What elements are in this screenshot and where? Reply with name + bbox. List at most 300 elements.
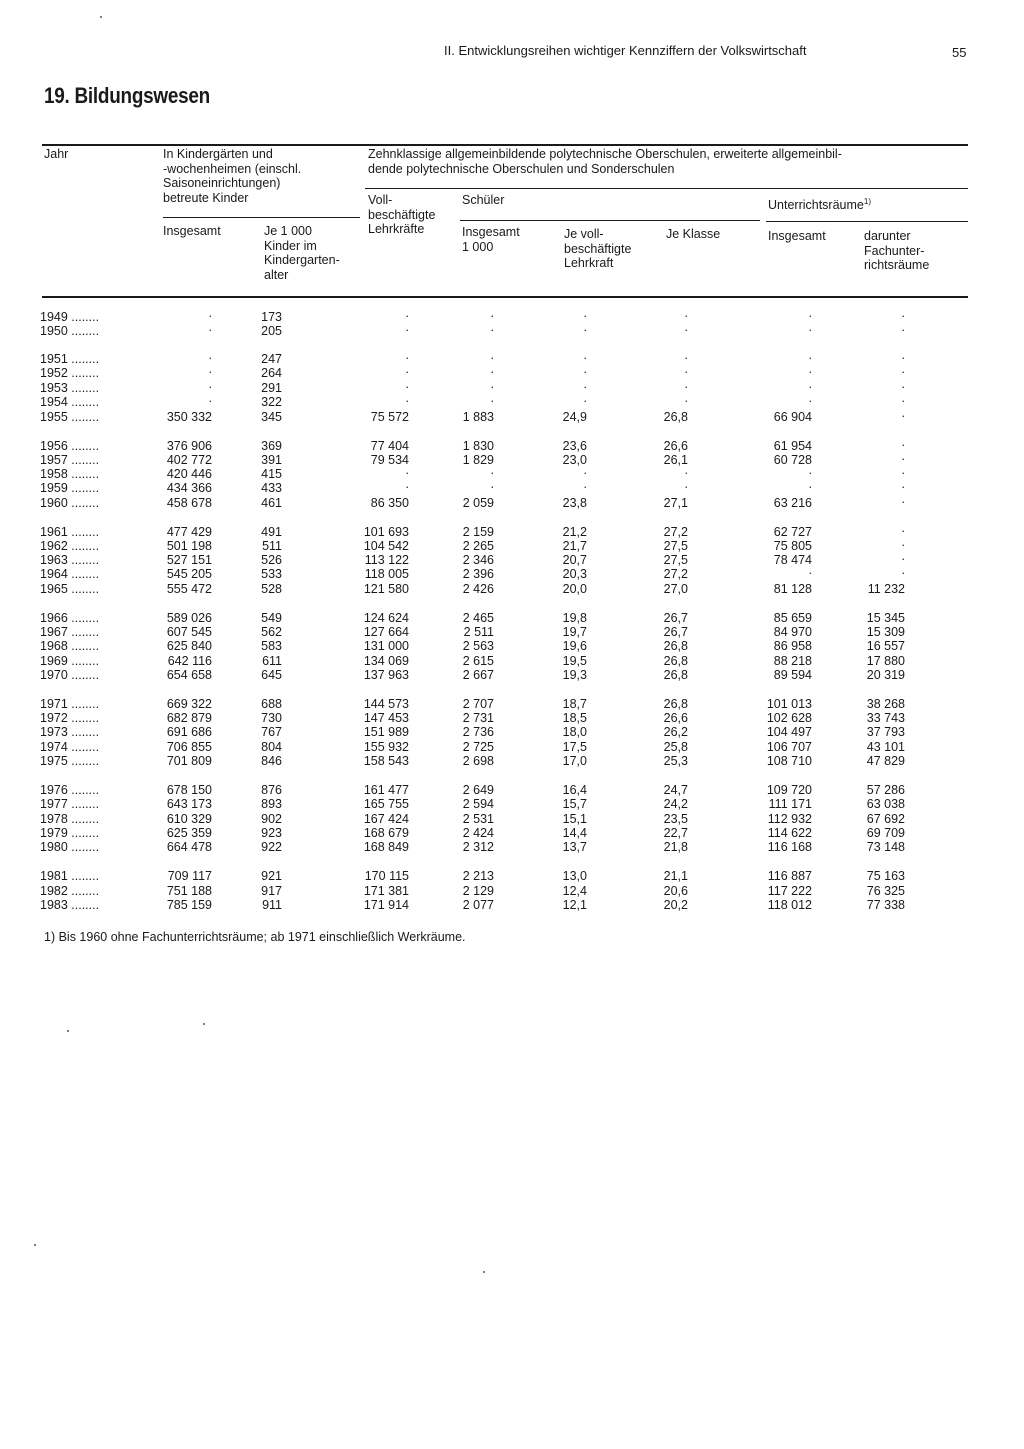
- page-number: 55: [952, 45, 967, 60]
- cell-je-lehrkraft: 16,4: [562, 783, 587, 797]
- cell-lehrkraefte: 168 849: [363, 840, 409, 854]
- cell-insgesamt-kinder: .: [208, 377, 212, 391]
- cell-raeume-insgesamt: .: [808, 306, 812, 320]
- table-title: 19. Bildungswesen: [44, 83, 210, 108]
- cell-lehrkraefte: 151 989: [363, 725, 409, 739]
- cell-lehrkraefte: 121 580: [363, 582, 409, 596]
- cell-fachraeume: 76 325: [866, 884, 905, 898]
- cell-je-klasse: 27,0: [663, 582, 688, 596]
- cell-je-1000-kinder: 767: [261, 725, 282, 739]
- cell-insgesamt-kinder: 682 879: [166, 711, 212, 725]
- cell-je-lehrkraft: 19,6: [562, 639, 587, 653]
- cell-insgesamt-kinder: 706 855: [166, 740, 212, 754]
- cell-lehrkraefte: 155 932: [363, 740, 409, 754]
- schueler-rule: [460, 220, 760, 221]
- cell-schueler-1000: .: [490, 377, 494, 391]
- cell-fachraeume: 17 880: [866, 654, 905, 668]
- cell-je-1000-kinder: 911: [262, 898, 282, 912]
- cell-fachraeume: 15 345: [866, 611, 905, 625]
- header-je-1000: Je 1 000 Kinder im Kindergarten- alter: [264, 224, 340, 282]
- cell-raeume-insgesamt: 63 216: [773, 496, 812, 510]
- cell-insgesamt-kinder: 751 188: [166, 884, 212, 898]
- cell-insgesamt-kinder: 555 472: [166, 582, 212, 596]
- cell-schueler-1000: 2 615: [462, 654, 494, 668]
- cell-fachraeume: .: [901, 549, 905, 563]
- cell-je-klasse: .: [684, 477, 688, 491]
- cell-je-klasse: 26,8: [663, 668, 688, 682]
- cell-lehrkraefte: 165 755: [363, 797, 409, 811]
- cell-je-lehrkraft: 17,5: [562, 740, 587, 754]
- cell-raeume-insgesamt: 102 628: [766, 711, 812, 725]
- cell-je-klasse: 26,7: [663, 625, 688, 639]
- cell-je-lehrkraft: 15,7: [562, 797, 587, 811]
- cell-fachraeume: 43 101: [866, 740, 905, 754]
- row-year: 1961 ........: [40, 525, 100, 539]
- cell-schueler-1000: 2 667: [462, 668, 494, 682]
- cell-je-1000-kinder: 526: [261, 553, 282, 567]
- cell-raeume-insgesamt: 106 707: [766, 740, 812, 754]
- row-year: 1964 ........: [40, 567, 100, 581]
- cell-lehrkraefte: 104 542: [363, 539, 409, 553]
- cell-insgesamt-kinder: 589 026: [166, 611, 212, 625]
- cell-schueler-1000: 2 731: [462, 711, 494, 725]
- cell-je-klasse: .: [684, 391, 688, 405]
- cell-je-klasse: 26,7: [663, 611, 688, 625]
- cell-je-klasse: 23,5: [663, 812, 688, 826]
- cell-lehrkraefte: 75 572: [370, 410, 409, 424]
- cell-je-1000-kinder: 917: [261, 884, 282, 898]
- cell-schueler-1000: 2 213: [462, 869, 494, 883]
- cell-je-klasse: 27,1: [663, 496, 688, 510]
- cell-insgesamt-kinder: 678 150: [166, 783, 212, 797]
- top-rule: [42, 144, 968, 146]
- cell-raeume-insgesamt: 109 720: [766, 783, 812, 797]
- cell-raeume-insgesamt: 86 958: [773, 639, 812, 653]
- cell-je-1000-kinder: 688: [261, 697, 282, 711]
- cell-je-1000-kinder: 345: [261, 410, 282, 424]
- cell-raeume-insgesamt: 101 013: [766, 697, 812, 711]
- row-year: 1952 ........: [40, 366, 100, 380]
- cell-lehrkraefte: 161 477: [363, 783, 409, 797]
- cell-insgesamt-kinder: 610 329: [166, 812, 212, 826]
- cell-je-klasse: 21,1: [663, 869, 688, 883]
- cell-schueler-1000: 2 725: [462, 740, 494, 754]
- cell-lehrkraefte: 144 573: [363, 697, 409, 711]
- cell-insgesamt-kinder: .: [208, 320, 212, 334]
- row-year: 1971 ........: [40, 697, 100, 711]
- cell-insgesamt-kinder: .: [208, 306, 212, 320]
- cell-je-lehrkraft: .: [583, 320, 587, 334]
- cell-raeume-insgesamt: 88 218: [773, 654, 812, 668]
- cell-je-lehrkraft: 13,0: [562, 869, 587, 883]
- cell-lehrkraefte: 124 624: [363, 611, 409, 625]
- cell-raeume-insgesamt: .: [808, 563, 812, 577]
- cell-insgesamt-kinder: 709 117: [167, 869, 212, 883]
- running-head: II. Entwicklungsreihen wichtiger Kennziffern der Volkswirtschaft: [444, 43, 807, 58]
- cell-fachraeume: .: [901, 306, 905, 320]
- cell-je-klasse: 26,2: [663, 725, 688, 739]
- header-raeume-group: [768, 195, 871, 213]
- row-year: 1973 ........: [40, 725, 100, 739]
- cell-je-klasse: 25,3: [663, 754, 688, 768]
- raeume-rule: [766, 221, 968, 222]
- cell-insgesamt-kinder: 376 906: [166, 439, 212, 453]
- row-year: 1950 ........: [40, 324, 100, 338]
- cell-je-1000-kinder: 804: [261, 740, 282, 754]
- row-year: 1956 ........: [40, 439, 100, 453]
- cell-lehrkraefte: .: [405, 477, 409, 491]
- cell-je-lehrkraft: 19,5: [562, 654, 587, 668]
- cell-insgesamt-kinder: 691 686: [166, 725, 212, 739]
- cell-lehrkraefte: 171 381: [363, 884, 409, 898]
- cell-fachraeume: 15 309: [866, 625, 905, 639]
- cell-je-1000-kinder: 893: [261, 797, 282, 811]
- cell-je-klasse: .: [684, 377, 688, 391]
- header-bottom-rule: [42, 296, 968, 298]
- cell-fachraeume: .: [901, 449, 905, 463]
- cell-je-lehrkraft: 14,4: [562, 826, 587, 840]
- cell-insgesamt-kinder: 350 332: [166, 410, 212, 424]
- row-year: 1965 ........: [40, 582, 100, 596]
- cell-raeume-insgesamt: 112 932: [767, 812, 812, 826]
- cell-je-lehrkraft: .: [583, 377, 587, 391]
- cell-raeume-insgesamt: .: [808, 362, 812, 376]
- cell-je-lehrkraft: 18,7: [562, 697, 587, 711]
- cell-je-1000-kinder: 173: [261, 310, 282, 324]
- cell-schueler-1000: .: [490, 306, 494, 320]
- header-fachunterrichtsraeume: darunter Fachunter- richtsräume: [864, 229, 930, 272]
- cell-fachraeume: 11 232: [867, 582, 905, 596]
- cell-je-klasse: 27,2: [663, 567, 688, 581]
- cell-je-lehrkraft: 21,7: [562, 539, 587, 553]
- cell-je-1000-kinder: 322: [261, 395, 282, 409]
- cell-schueler-1000: 2 649: [462, 783, 494, 797]
- cell-fachraeume: 77 338: [866, 898, 905, 912]
- cell-schueler-1000: 1 883: [462, 410, 494, 424]
- cell-lehrkraefte: .: [405, 348, 409, 362]
- cell-schueler-1000: 2 563: [462, 639, 494, 653]
- cell-je-1000-kinder: 611: [262, 654, 282, 668]
- header-jahr: Jahr: [44, 147, 69, 161]
- cell-schueler-1000: 2 059: [462, 496, 494, 510]
- cell-je-klasse: 26,8: [663, 654, 688, 668]
- cell-raeume-insgesamt: 104 497: [766, 725, 812, 739]
- cell-raeume-insgesamt: .: [808, 320, 812, 334]
- cell-lehrkraefte: 131 000: [363, 639, 409, 653]
- cell-schueler-1000: 2 424: [462, 826, 494, 840]
- cell-je-1000-kinder: 461: [261, 496, 282, 510]
- row-year: 1958 ........: [40, 467, 100, 481]
- cell-je-lehrkraft: 23,0: [562, 453, 587, 467]
- cell-fachraeume: .: [901, 362, 905, 376]
- cell-je-lehrkraft: 23,8: [562, 496, 587, 510]
- cell-je-klasse: 26,6: [663, 711, 688, 725]
- cell-schueler-1000: 2 531: [462, 812, 494, 826]
- cell-je-klasse: 24,7: [663, 783, 688, 797]
- row-year: 1977 ........: [40, 797, 100, 811]
- footnote-mark: 1): [863, 197, 871, 206]
- row-year: 1960 ........: [40, 496, 100, 510]
- scan-speck: [203, 1023, 205, 1025]
- cell-lehrkraefte: 113 122: [364, 553, 409, 567]
- row-year: 1955 ........: [40, 410, 100, 424]
- cell-fachraeume: 38 268: [866, 697, 905, 711]
- cell-insgesamt-kinder: 458 678: [166, 496, 212, 510]
- cell-insgesamt-kinder: 664 478: [166, 840, 212, 854]
- cell-je-1000-kinder: 291: [261, 381, 282, 395]
- cell-fachraeume: 16 557: [866, 639, 905, 653]
- row-year: 1982 ........: [40, 884, 100, 898]
- cell-je-1000-kinder: 369: [261, 439, 282, 453]
- row-year: 1975 ........: [40, 754, 100, 768]
- row-year: 1954 ........: [40, 395, 100, 409]
- cell-insgesamt-kinder: 545 205: [166, 567, 212, 581]
- header-schueler-group: Schüler: [462, 193, 505, 207]
- cell-fachraeume: .: [901, 492, 905, 506]
- cell-je-klasse: 20,6: [663, 884, 688, 898]
- cell-je-klasse: 26,8: [663, 697, 688, 711]
- row-year: 1951 ........: [40, 352, 100, 366]
- cell-insgesamt-kinder: 527 151: [166, 553, 212, 567]
- cell-je-1000-kinder: 247: [261, 352, 282, 366]
- cell-je-lehrkraft: 19,8: [562, 611, 587, 625]
- row-year: 1963 ........: [40, 553, 100, 567]
- cell-je-klasse: .: [684, 348, 688, 362]
- cell-raeume-insgesamt: 111 171: [768, 797, 812, 811]
- cell-lehrkraefte: 79 534: [370, 453, 409, 467]
- row-year: 1967 ........: [40, 625, 100, 639]
- cell-lehrkraefte: 170 115: [364, 869, 409, 883]
- cell-je-klasse: 26,6: [663, 439, 688, 453]
- header-lehrkraefte: Voll- beschäftigte Lehrkräfte: [368, 193, 436, 236]
- cell-je-lehrkraft: 24,9: [562, 410, 587, 424]
- cell-schueler-1000: .: [490, 391, 494, 405]
- cell-raeume-insgesamt: 114 622: [767, 826, 812, 840]
- cell-raeume-insgesamt: 60 728: [773, 453, 812, 467]
- cell-lehrkraefte: 158 543: [363, 754, 409, 768]
- cell-fachraeume: 69 709: [866, 826, 905, 840]
- cell-raeume-insgesamt: 84 970: [773, 625, 812, 639]
- cell-je-lehrkraft: 19,3: [562, 668, 587, 682]
- cell-je-klasse: 20,2: [663, 898, 688, 912]
- cell-je-lehrkraft: 23,6: [562, 439, 587, 453]
- row-year: 1974 ........: [40, 740, 100, 754]
- cell-insgesamt-kinder: .: [208, 391, 212, 405]
- row-year: 1962 ........: [40, 539, 100, 553]
- cell-je-klasse: 25,8: [663, 740, 688, 754]
- header-schulen-group: Zehnklassige allgemeinbildende polytechnische Oberschulen, erweiterte allgemeinbil- dende polytechnische Oberschulen und Sonderschulen: [368, 147, 842, 176]
- cell-je-klasse: 27,2: [663, 525, 688, 539]
- cell-insgesamt-kinder: .: [208, 348, 212, 362]
- cell-fachraeume: 20 319: [866, 668, 905, 682]
- cell-schueler-1000: 2 396: [462, 567, 494, 581]
- cell-je-klasse: 26,8: [663, 410, 688, 424]
- cell-lehrkraefte: 134 069: [363, 654, 409, 668]
- cell-lehrkraefte: .: [405, 362, 409, 376]
- row-year: 1972 ........: [40, 711, 100, 725]
- cell-je-1000-kinder: 846: [261, 754, 282, 768]
- cell-schueler-1000: .: [490, 463, 494, 477]
- cell-fachraeume: .: [901, 377, 905, 391]
- cell-je-lehrkraft: 20,7: [562, 553, 587, 567]
- cell-fachraeume: 67 692: [866, 812, 905, 826]
- cell-je-1000-kinder: 205: [261, 324, 282, 338]
- cell-schueler-1000: 2 129: [462, 884, 494, 898]
- cell-je-lehrkraft: .: [583, 391, 587, 405]
- cell-je-lehrkraft: 18,5: [562, 711, 587, 725]
- cell-je-klasse: 21,8: [663, 840, 688, 854]
- cell-lehrkraefte: 118 005: [364, 567, 409, 581]
- scan-speck: [67, 1030, 69, 1032]
- cell-je-1000-kinder: 415: [261, 467, 282, 481]
- cell-je-1000-kinder: 528: [261, 582, 282, 596]
- cell-je-1000-kinder: 583: [261, 639, 282, 653]
- cell-je-lehrkraft: 12,4: [562, 884, 587, 898]
- cell-insgesamt-kinder: 625 359: [166, 826, 212, 840]
- cell-raeume-insgesamt: .: [808, 348, 812, 362]
- cell-schueler-1000: .: [490, 477, 494, 491]
- cell-je-1000-kinder: 533: [261, 567, 282, 581]
- cell-fachraeume: .: [901, 477, 905, 491]
- cell-lehrkraefte: 168 679: [363, 826, 409, 840]
- cell-insgesamt-kinder: 643 173: [166, 797, 212, 811]
- cell-lehrkraefte: 77 404: [370, 439, 409, 453]
- cell-schueler-1000: .: [490, 348, 494, 362]
- cell-je-1000-kinder: 491: [261, 525, 282, 539]
- schulen-rule: [365, 188, 968, 189]
- cell-je-klasse: .: [684, 463, 688, 477]
- cell-raeume-insgesamt: 66 904: [773, 410, 812, 424]
- cell-raeume-insgesamt: 89 594: [773, 668, 812, 682]
- row-year: 1953 ........: [40, 381, 100, 395]
- cell-schueler-1000: 2 346: [462, 553, 494, 567]
- cell-je-klasse: .: [684, 306, 688, 320]
- header-kinder-group: In Kindergärten und -wochenheimen (einschl. Saisoneinrichtungen) betreute Kinder: [163, 147, 302, 205]
- cell-je-lehrkraft: .: [583, 362, 587, 376]
- scan-speck: [34, 1244, 36, 1246]
- cell-schueler-1000: 2 077: [462, 898, 494, 912]
- row-year: 1969 ........: [40, 654, 100, 668]
- cell-schueler-1000: 1 829: [462, 453, 494, 467]
- cell-insgesamt-kinder: 477 429: [166, 525, 212, 539]
- cell-insgesamt-kinder: 402 772: [166, 453, 212, 467]
- cell-fachraeume: .: [901, 348, 905, 362]
- cell-raeume-insgesamt: 116 887: [767, 869, 812, 883]
- cell-raeume-insgesamt: 85 659: [773, 611, 812, 625]
- cell-schueler-1000: 2 465: [462, 611, 494, 625]
- cell-insgesamt-kinder: 420 446: [166, 467, 212, 481]
- row-year: 1978 ........: [40, 812, 100, 826]
- cell-lehrkraefte: .: [405, 320, 409, 334]
- row-year: 1957 ........: [40, 453, 100, 467]
- cell-fachraeume: 57 286: [866, 783, 905, 797]
- cell-je-klasse: .: [684, 362, 688, 376]
- cell-insgesamt-kinder: 785 159: [166, 898, 212, 912]
- cell-je-lehrkraft: 18,0: [562, 725, 587, 739]
- cell-schueler-1000: 2 265: [462, 539, 494, 553]
- cell-je-lehrkraft: 21,2: [562, 525, 587, 539]
- cell-je-klasse: 27,5: [663, 553, 688, 567]
- cell-je-lehrkraft: 20,3: [562, 567, 587, 581]
- cell-raeume-insgesamt: .: [808, 377, 812, 391]
- cell-fachraeume: .: [901, 435, 905, 449]
- cell-je-lehrkraft: 19,7: [562, 625, 587, 639]
- cell-schueler-1000: 2 312: [462, 840, 494, 854]
- cell-lehrkraefte: 167 424: [363, 812, 409, 826]
- header-insgesamt-kinder: Insgesamt: [163, 224, 221, 238]
- cell-je-lehrkraft: 17,0: [562, 754, 587, 768]
- cell-insgesamt-kinder: 642 116: [167, 654, 212, 668]
- cell-insgesamt-kinder: 607 545: [166, 625, 212, 639]
- header-raeume-label: Unterrichtsräume: [768, 198, 864, 213]
- cell-lehrkraefte: 127 664: [363, 625, 409, 639]
- cell-je-klasse: 27,5: [663, 539, 688, 553]
- cell-schueler-1000: 2 594: [462, 797, 494, 811]
- cell-fachraeume: 47 829: [866, 754, 905, 768]
- cell-fachraeume: .: [901, 320, 905, 334]
- cell-je-1000-kinder: 923: [261, 826, 282, 840]
- cell-je-lehrkraft: .: [583, 348, 587, 362]
- cell-insgesamt-kinder: 625 840: [166, 639, 212, 653]
- cell-lehrkraefte: .: [405, 306, 409, 320]
- cell-fachraeume: 75 163: [866, 869, 905, 883]
- cell-lehrkraefte: 101 693: [363, 525, 409, 539]
- cell-je-1000-kinder: 645: [261, 668, 282, 682]
- cell-insgesamt-kinder: 701 809: [166, 754, 212, 768]
- cell-je-1000-kinder: 902: [261, 812, 282, 826]
- row-year: 1949 ........: [40, 310, 100, 324]
- cell-fachraeume: .: [901, 521, 905, 535]
- row-year: 1970 ........: [40, 668, 100, 682]
- cell-je-lehrkraft: .: [583, 477, 587, 491]
- cell-schueler-1000: 2 698: [462, 754, 494, 768]
- scan-speck: [100, 16, 102, 18]
- cell-raeume-insgesamt: 81 128: [773, 582, 812, 596]
- cell-fachraeume: 37 793: [866, 725, 905, 739]
- cell-schueler-1000: 2 159: [462, 525, 494, 539]
- cell-lehrkraefte: 137 963: [363, 668, 409, 682]
- cell-je-klasse: 26,1: [663, 453, 688, 467]
- cell-je-klasse: 26,8: [663, 639, 688, 653]
- row-year: 1966 ........: [40, 611, 100, 625]
- cell-schueler-1000: 2 707: [462, 697, 494, 711]
- cell-fachraeume: 73 148: [866, 840, 905, 854]
- header-schueler-1000: Insgesamt 1 000: [462, 225, 520, 254]
- cell-raeume-insgesamt: 75 805: [773, 539, 812, 553]
- cell-lehrkraefte: 147 453: [363, 711, 409, 725]
- cell-fachraeume: 33 743: [866, 711, 905, 725]
- cell-je-1000-kinder: 391: [261, 453, 282, 467]
- cell-insgesamt-kinder: .: [208, 362, 212, 376]
- cell-je-1000-kinder: 730: [261, 711, 282, 725]
- scan-speck: [483, 1271, 485, 1273]
- cell-insgesamt-kinder: 434 366: [166, 481, 212, 495]
- kinder-rule: [163, 217, 360, 218]
- cell-je-klasse: 22,7: [663, 826, 688, 840]
- cell-je-lehrkraft: 12,1: [562, 898, 587, 912]
- cell-je-lehrkraft: 15,1: [562, 812, 587, 826]
- cell-raeume-insgesamt: 61 954: [773, 439, 812, 453]
- cell-je-lehrkraft: 20,0: [562, 582, 587, 596]
- cell-schueler-1000: 1 830: [462, 439, 494, 453]
- cell-schueler-1000: 2 736: [462, 725, 494, 739]
- cell-raeume-insgesamt: 116 168: [767, 840, 812, 854]
- cell-raeume-insgesamt: 108 710: [766, 754, 812, 768]
- cell-lehrkraefte: .: [405, 377, 409, 391]
- cell-je-1000-kinder: 876: [261, 783, 282, 797]
- cell-je-lehrkraft: .: [583, 306, 587, 320]
- row-year: 1981 ........: [40, 869, 100, 883]
